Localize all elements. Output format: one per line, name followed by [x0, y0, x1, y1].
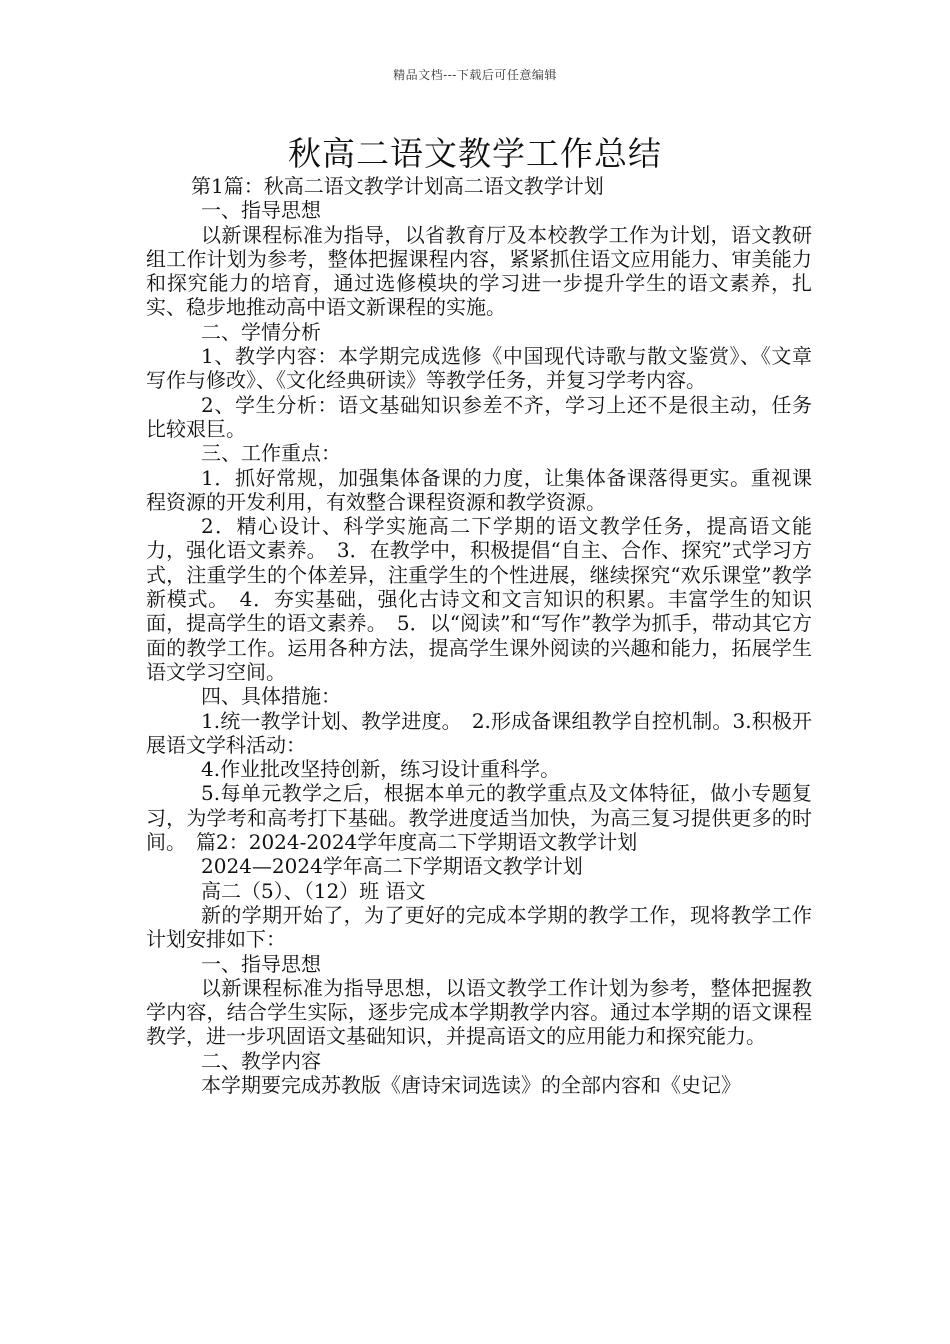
paragraph: 5.每单元教学之后，根据本单元的教学重点及文体特征，做小专题复习，为学考和高考打下基础。教学进度适当加快，为高三复习提供更多的时间。 篇2：2024-2024学年度高二下学期语文教学计划 — [146, 781, 812, 855]
section-heading-part1: 第1篇：秋高二语文教学计划高二语文教学计划 — [191, 174, 604, 198]
paragraph: 以新课程标准为指导，以省教育厅及本校教学工作为计划，语文教研组工作计划为参考，整体把握课程内容，紧紧抓住语文应用能力、审美能力和探究能力的培育，通过选修模块的学习进一步提升学生的语文素养，扎实、稳步地推动高中语文新课程的实施。 — [146, 222, 812, 320]
plan-title: 2024—2024学年高二下学期语文教学计划 — [201, 854, 583, 879]
heading-teaching-content: 二、教学内容 — [201, 1048, 321, 1073]
paragraph: 2．精心设计、科学实施高二下学期的语文教学任务，提高语文能力，强化语文素养。 3．在教学中，积极提倡“自主、合作、探究”式学习方式，注重学生的个体差异，注重学生的个性进展，继续探究“欢乐课堂”教学新模式。 4．夯实基础，强化古诗文和文言知识的积累。丰富学生的知识面，提高学生的语文素养。 5．以“阅读”和“写作”教学为抓手，带动其它方面的教学工作。运用各种方法，提高学生课外阅读的兴趣和能力，拓展学生语文学习空间。 — [146, 514, 812, 684]
paragraph: 4.作业批改坚持创新，练习设计重科学。 — [201, 757, 561, 782]
document-body — [146, 174, 812, 1097]
paragraph: 1．抓好常规，加强集体备课的力度，让集体备课落得更实。重视课程资源的开发利用，有效整合课程资源和教学资源。 — [146, 465, 812, 514]
heading-work-focus: 三、工作重点： — [201, 441, 341, 466]
paragraph: 新的学期开始了，为了更好的完成本学期的教学工作，现将教学工作计划安排如下： — [146, 902, 812, 952]
header-note: 精品文档---下载后可任意编辑 — [393, 68, 557, 82]
paragraph: 1.统一教学计划、教学进度。 2.形成备课组教学自控机制。3.积极开展语文学科活动： — [146, 708, 812, 757]
class-info: 高二（5）、（12）班 语文 — [201, 878, 426, 903]
heading-measures: 四、具体措施： — [201, 684, 341, 709]
paragraph: 以新课程标准为指导思想，以语文教学工作计划为参考，整体把握教学内容，结合学生实际，逐步完成本学期教学内容。通过本学期的语文课程教学，进一步巩固语文基础知识，并提高语文的应用能力和探究能力。 — [146, 975, 812, 1049]
document-title: 秋高二语文教学工作总结 — [288, 134, 662, 173]
heading-guiding-thought: 一、指导思想 — [201, 198, 321, 223]
heading-student-analysis: 二、学情分析 — [201, 319, 321, 344]
paragraph: 1、教学内容：本学期完成选修《中国现代诗歌与散文鉴赏》、《文章写作与修改》、《文化经典研读》等教学任务，并复习学考内容。 — [146, 344, 812, 393]
heading-guiding-thought-2: 一、指导思想 — [201, 951, 321, 976]
paragraph: 本学期要完成苏教版《唐诗宋词选读》的全部内容和《史记》 — [201, 1072, 741, 1097]
paragraph: 2、学生分析：语文基础知识参差不齐，学习上还不是很主动，任务比较艰巨。 — [146, 392, 812, 441]
